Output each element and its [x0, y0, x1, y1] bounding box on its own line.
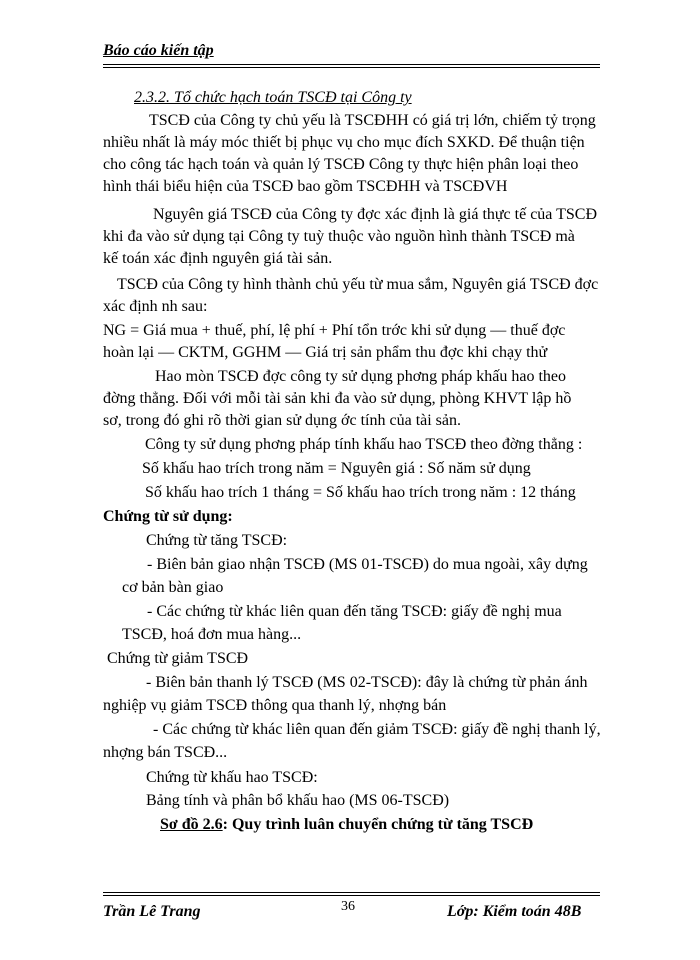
footer-rule-top [103, 892, 600, 893]
header-title: Báo cáo kiến tập [103, 42, 214, 59]
text-line: Công ty sử dụng phơng pháp tính khấu hao TSCĐ theo đờng thẳng : [145, 436, 583, 453]
list-item: - Các chứng từ khác liên quan đến tăng TSCĐ: giấy đề nghị mua [147, 603, 562, 620]
text-line: nhiều nhất là máy móc thiết bị phục vụ cho mục đích SXKD. Để thuận tiện [103, 134, 585, 151]
list-item: - Biên bản giao nhận TSCĐ (MS 01-TSCĐ) do mua ngoài, xây dựng [147, 556, 588, 573]
text-line: nhợng bán TSCĐ... [103, 744, 228, 761]
footer-class: Lớp: Kiểm toán 48B [447, 903, 582, 920]
text-line: sơ, trong đó ghi rõ thời gian sử dụng ớc tính của tài sản. [103, 412, 462, 429]
section-title: 2.3.2. Tổ chức hạch toán TSCĐ tại Công ty [134, 89, 412, 106]
diagram-caption-text: : Quy trình luân chuyển chứng từ tăng TSCĐ [222, 816, 534, 833]
text-line: hình thái biểu hiện của TSCĐ bao gồm TSCĐHH và TSCĐVH [103, 178, 508, 195]
text-line: cho công tác hạch toán và quản lý TSCĐ Công ty thực hiện phân loại theo [103, 156, 579, 173]
text-line: Chứng từ khấu hao TSCĐ: [146, 769, 318, 786]
list-item: - Biên bản thanh lý TSCĐ (MS 02-TSCĐ): đây là chứng từ phản ánh [146, 674, 588, 691]
text-line: Chứng từ giảm TSCĐ [107, 650, 249, 667]
footer-rule-bottom [103, 895, 600, 896]
diagram-caption [160, 814, 533, 836]
text-line: hoàn lại — CKTM, GGHM — Giá trị sản phẩm thu đợc khi chạy thử [103, 344, 548, 361]
text-line: Số khấu hao trích trong năm = Nguyên giá : Số năm sử dụng [142, 460, 531, 477]
header-rule-top [103, 64, 600, 65]
subheading: Chứng từ sử dụng: [103, 508, 233, 525]
text-line: khi đa vào sử dụng tại Công ty tuỳ thuộc vào nguồn hình thành TSCĐ mà [103, 228, 575, 245]
text-line: Bảng tính và phân bổ khấu hao (MS 06-TSCĐ) [146, 792, 450, 809]
text-line: kế toán xác định nguyên giá tài sản. [103, 250, 333, 267]
text-line: nghiệp vụ giảm TSCĐ thông qua thanh lý, nhợng bán [103, 697, 447, 714]
text-line: đờng thẳng. Đối với mỗi tài sản khi đa vào sử dụng, phòng KHVT lập hồ [103, 390, 572, 407]
text-line: Hao mòn TSCĐ đợc công ty sử dụng phơng pháp khấu hao theo [155, 368, 567, 385]
page-number: 36 [341, 899, 355, 914]
text-line: Chứng từ tăng TSCĐ: [146, 532, 288, 549]
text-line: cơ bản bàn giao [122, 579, 224, 596]
text-line: Số khấu hao trích 1 tháng = Số khấu hao trích trong năm : 12 tháng [145, 484, 576, 501]
footer-author: Trần Lê Trang [103, 903, 201, 920]
text-line: TSCĐ, hoá đơn mua hàng... [122, 626, 302, 643]
text-line: xác định nh sau: [103, 298, 208, 315]
header-rule-bottom [103, 67, 600, 68]
text-line: TSCĐ của Công ty hình thành chủ yếu từ mua sắm, Nguyên giá TSCĐ đợc [117, 276, 599, 293]
diagram-caption-label: Sơ đồ 2.6 [160, 816, 223, 833]
text-line: Nguyên giá TSCĐ của Công ty đợc xác định là giá thực tế của TSCĐ [153, 206, 598, 223]
text-line: NG = Giá mua + thuế, phí, lệ phí + Phí tổn trớc khi sử dụng — thuế đợc [103, 322, 566, 339]
list-item: - Các chứng từ khác liên quan đến giảm TSCĐ: giấy đề nghị thanh lý, [153, 721, 601, 738]
text-line: TSCĐ của Công ty chủ yếu là TSCĐHH có giá trị lớn, chiếm tỷ trọng [149, 112, 596, 129]
